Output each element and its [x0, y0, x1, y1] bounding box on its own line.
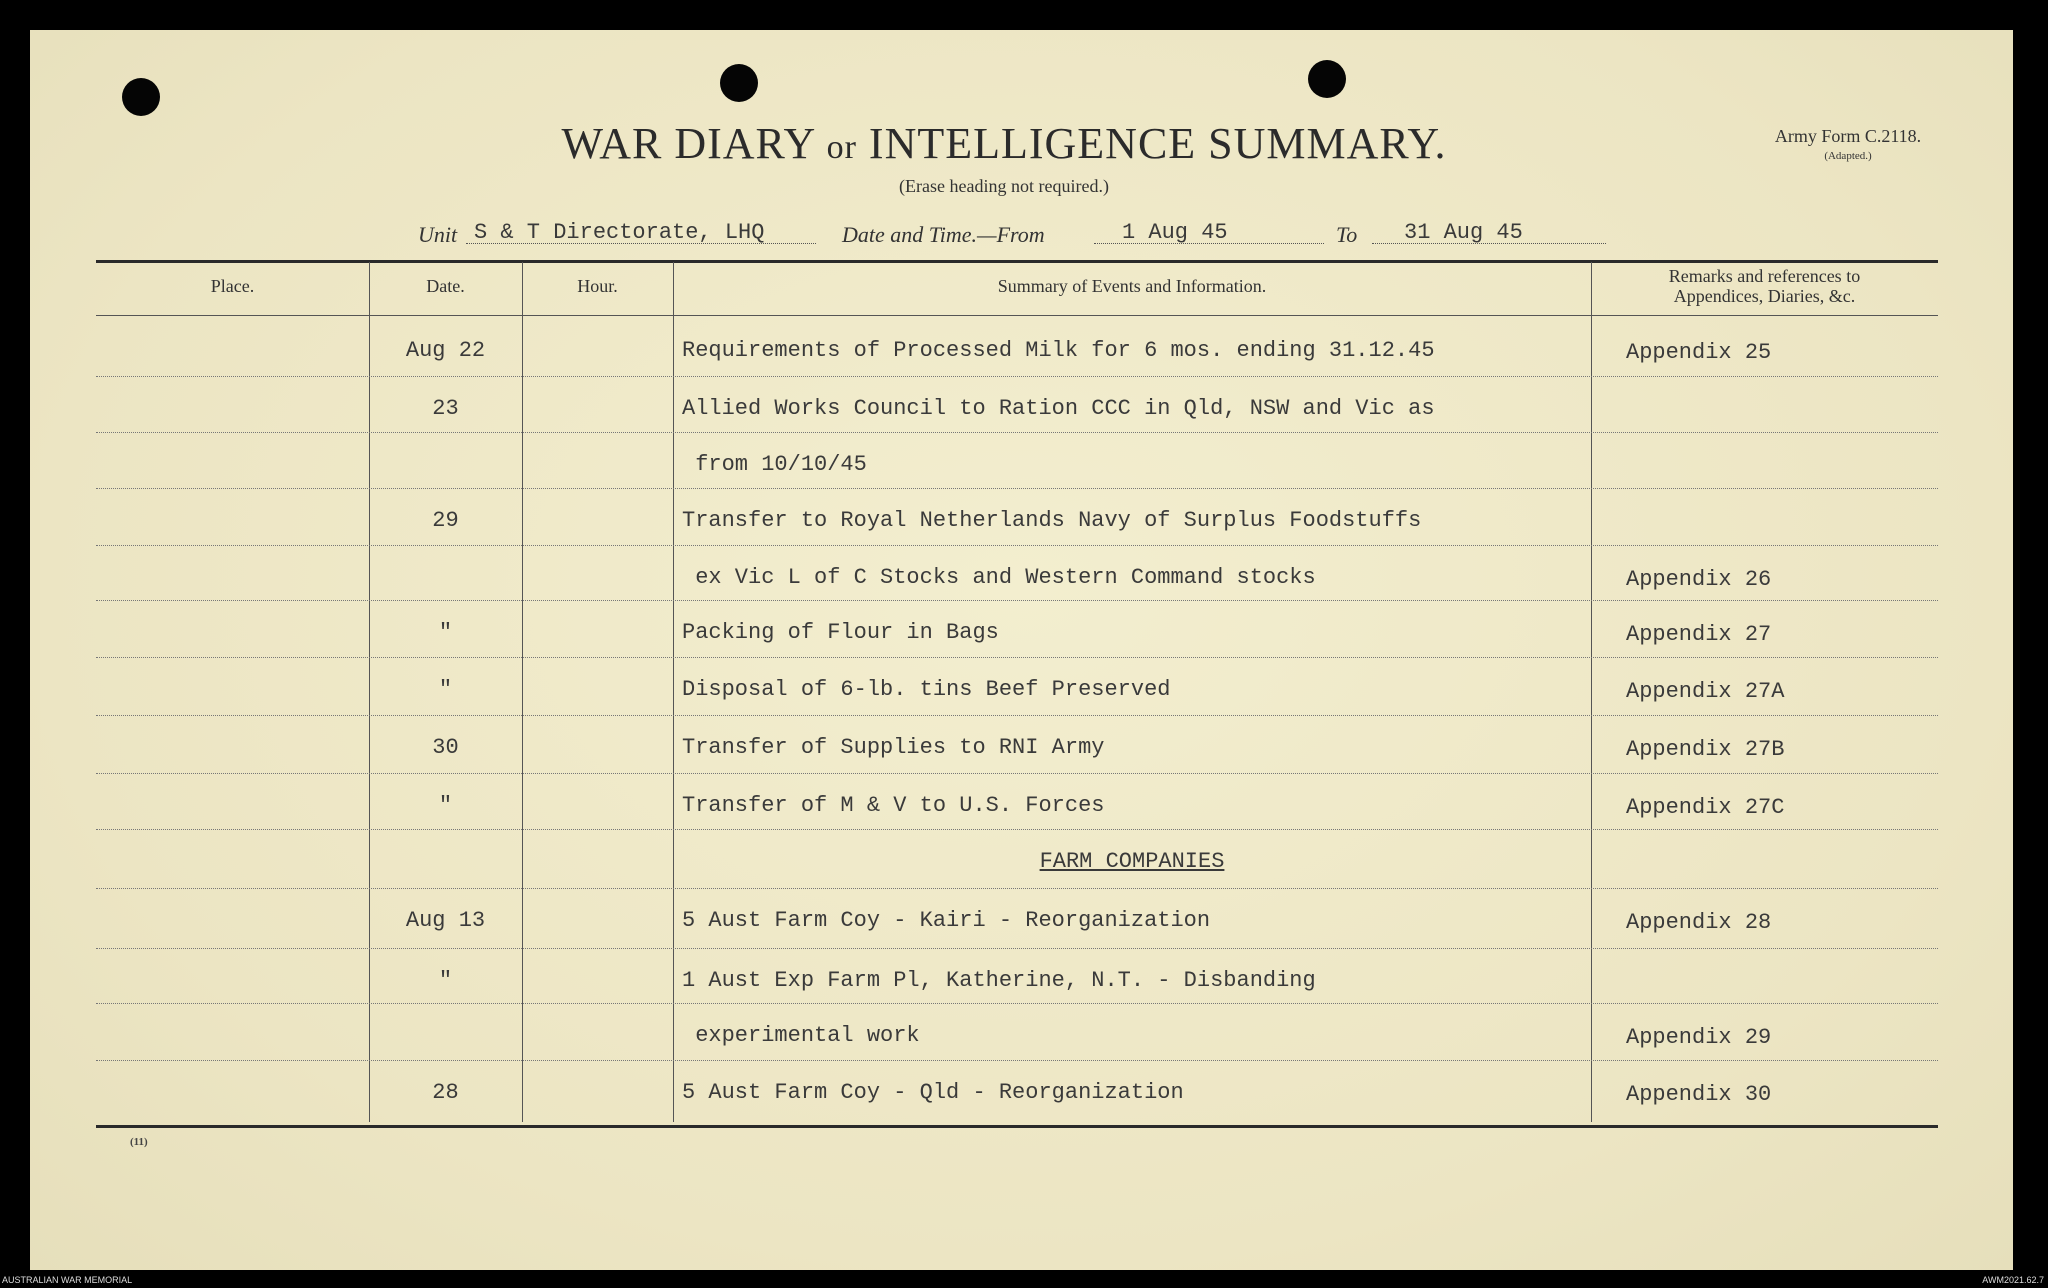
footer-left: AUSTRALIAN WAR MEMORIAL [2, 1275, 133, 1285]
row-rule [96, 948, 1938, 949]
punch-hole [1308, 60, 1346, 98]
row-remarks: Appendix 30 [1626, 1082, 1772, 1107]
section-heading-farm-companies: FARM COMPANIES [1039, 849, 1225, 874]
row-rule [96, 545, 1938, 546]
row-summary: Disposal of 6-lb. tins Beef Preserved [682, 677, 1171, 702]
row-remarks: Appendix 28 [1626, 910, 1772, 935]
row-rule [96, 773, 1938, 774]
row-rule [96, 888, 1938, 889]
column-divider [1591, 262, 1592, 1122]
row-rule [96, 715, 1938, 716]
row-remarks: Appendix 27C [1626, 795, 1785, 820]
col-head-place: Place. [210, 276, 255, 296]
row-date: " [438, 677, 453, 702]
row-remarks: Appendix 27A [1626, 679, 1785, 704]
col-head-remarks-line1: Remarks and references to [1668, 266, 1861, 286]
col-head-summary: Summary of Events and Information. [997, 276, 1267, 296]
row-summary: 5 Aust Farm Coy - Kairi - Reorganization [682, 908, 1211, 933]
form-number-mark: (11) [130, 1136, 148, 1148]
row-rule [96, 1003, 1938, 1004]
page-title [0, 118, 2008, 169]
row-date: 29 [432, 508, 459, 533]
row-rule [96, 1060, 1938, 1061]
column-divider [673, 262, 674, 1122]
row-rule [96, 376, 1938, 377]
subtitle: (Erase heading not required.) [899, 176, 1109, 196]
row-remarks: Appendix 27 [1626, 622, 1772, 647]
col-head-remarks-line2: Appendices, Diaries, &c. [1673, 286, 1856, 306]
row-summary: Packing of Flour in Bags [682, 620, 999, 645]
footer-right: AWM2021.62.7 [1982, 1275, 2044, 1285]
army-form-number: Army Form C.2118. [1774, 126, 1922, 146]
row-rule [96, 657, 1938, 658]
col-head-hour: Hour. [577, 276, 618, 296]
row-date: " [438, 793, 453, 818]
to-date: 31 Aug 45 [1404, 220, 1523, 245]
row-rule [96, 432, 1938, 433]
punch-hole [122, 78, 160, 116]
row-remarks: Appendix 25 [1626, 340, 1772, 365]
title-intelligence-summary: INTELLIGENCE SUMMARY. [868, 119, 1447, 168]
unit-value: S & T Directorate, LHQ [474, 220, 765, 245]
row-summary: Transfer of Supplies to RNI Army [682, 735, 1105, 760]
row-summary: ex Vic L of C Stocks and Western Command stocks [682, 565, 1316, 590]
title-or: or [826, 129, 857, 166]
row-rule [96, 488, 1938, 489]
row-summary: Transfer of M & V to U.S. Forces [682, 793, 1105, 818]
row-date: Aug 22 [405, 338, 486, 363]
row-summary: Requirements of Processed Milk for 6 mos. ending 31.12.45 [682, 338, 1435, 363]
row-date: 23 [432, 396, 459, 421]
row-rule [96, 600, 1938, 601]
to-label: To [1336, 222, 1358, 247]
column-divider [522, 262, 523, 1122]
row-date: Aug 13 [405, 908, 486, 933]
row-remarks: Appendix 26 [1626, 567, 1772, 592]
col-head-date: Date. [426, 276, 465, 296]
row-summary: Allied Works Council to Ration CCC in Qld, NSW and Vic as [682, 396, 1435, 421]
date-time-label: Date and Time.—From [842, 222, 1045, 247]
punch-hole [720, 64, 758, 102]
row-summary: experimental work [682, 1023, 920, 1048]
row-summary: from 10/10/45 [682, 452, 867, 477]
title-war-diary: WAR DIARY [561, 119, 815, 168]
row-date: " [438, 968, 453, 993]
unit-label: Unit [418, 222, 458, 247]
row-remarks: Appendix 27B [1626, 737, 1785, 762]
row-date: 30 [432, 735, 459, 760]
row-remarks: Appendix 29 [1626, 1025, 1772, 1050]
army-form-adapted: (Adapted.) [1824, 150, 1872, 162]
row-summary: 1 Aust Exp Farm Pl, Katherine, N.T. - Disbanding [682, 968, 1316, 993]
col-head-remarks [1591, 266, 1938, 306]
row-date: " [438, 620, 453, 645]
row-rule [96, 829, 1938, 830]
from-date: 1 Aug 45 [1122, 220, 1228, 245]
header-divider [96, 315, 1938, 316]
row-summary: 5 Aust Farm Coy - Qld - Reorganization [682, 1080, 1184, 1105]
row-date: 28 [432, 1080, 459, 1105]
row-summary: Transfer to Royal Netherlands Navy of Surplus Foodstuffs [682, 508, 1422, 533]
